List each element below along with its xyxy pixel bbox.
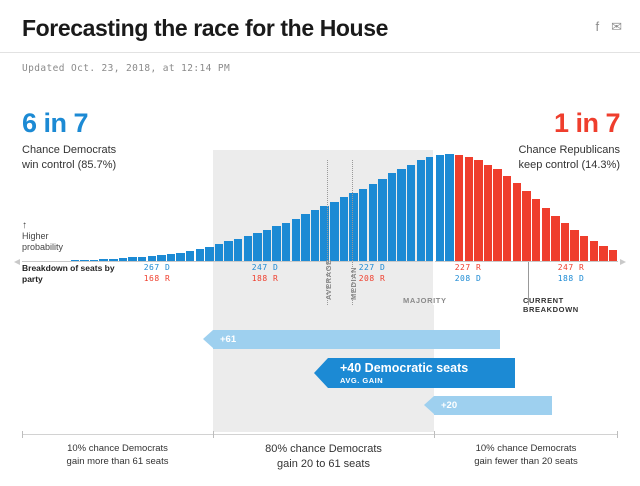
caption-mid-line2: gain 20 to 61 seats [277,458,370,470]
caption-left-line1: 10% chance Democrats [67,443,168,454]
histogram-bar [311,210,319,262]
average-gain-sublabel: AVG. GAIN [340,375,384,385]
histogram-bars [22,154,618,262]
range-arrow-left-icon [314,358,328,388]
page-title: Forecasting the race for the House [22,15,388,41]
histogram-bar [551,216,559,262]
tick-label [359,262,386,284]
democrat-odds-caption-line2: win control (85.7%) [22,159,117,171]
histogram-bar [215,244,223,262]
histogram-bar [292,219,300,262]
majority-line-label: MAJORITY [403,296,447,305]
histogram-bar [244,236,252,262]
tick-rep: 188 R [251,274,279,283]
histogram-bar [234,239,242,262]
twitter-icon[interactable]: ✉ [611,19,622,34]
caption-left [22,442,213,468]
histogram-bar [465,157,473,262]
y-axis-label-line2: probability [22,242,64,252]
tick-dem: 208 D [454,274,482,283]
bottom-axis [22,434,618,435]
tick-label [144,262,171,284]
distribution-chart [0,150,640,262]
facebook-icon[interactable]: f [595,19,600,34]
range-bar-20 [434,396,552,415]
histogram-bar [503,176,511,262]
histogram-bar [590,241,598,262]
range-61-label: +61 [220,334,237,345]
histogram-bar [532,199,540,262]
histogram-bar [378,179,386,262]
axis-tick [213,431,214,438]
histogram-bar [340,197,348,262]
democrat-odds-caption-line1: Chance Democrats [22,144,117,156]
tick-label [558,262,585,284]
histogram-bar [445,154,453,262]
histogram-bar [522,191,530,262]
y-axis-label-line1: Higher [22,231,49,241]
republican-odds: 1 in 7 [553,108,620,138]
histogram-bar [484,165,492,262]
tick-rep: 208 R [358,274,386,283]
tick-label [252,262,279,284]
histogram-bar [224,241,232,262]
histogram-bar [272,226,280,262]
social-links [595,20,622,33]
range-bar-61 [213,330,500,349]
breakdown-label-line1: Breakdown of seats by [22,263,115,273]
tick-rep: 227 R [454,263,482,272]
breakdown-label [22,263,142,285]
caption-right-line2: gain fewer than 20 seats [474,456,578,467]
tick-rep: 247 R [557,263,585,272]
header [0,0,640,53]
breakdown-label-line2: party [22,274,43,284]
histogram-bar [513,183,521,262]
range-20-label: +20 [441,400,458,411]
histogram-bar [253,233,261,262]
tick-dem: 267 D [143,263,171,272]
caption-mid-line1: 80% chance Democrats [265,443,382,455]
breakdown-row [0,262,640,292]
histogram-bar [599,246,607,262]
average-gain-label: +40 Democratic seats [340,360,469,375]
caption-right [434,442,618,468]
histogram-bar [407,165,415,262]
histogram-bar [436,155,444,262]
tick-dem: 247 D [251,263,279,272]
histogram-bar [388,173,396,262]
histogram-bar [205,247,213,262]
histogram-bar [301,214,309,262]
axis-tick [617,431,618,438]
average-line-label: AVERAGE [324,259,333,300]
caption-right-line1: 10% chance Democrats [475,443,577,454]
histogram-bar [282,223,290,262]
histogram-bar [330,202,338,262]
tick-dem: 188 D [557,274,585,283]
range-bar-average [328,358,515,388]
up-arrow-icon: ↑ [22,220,27,231]
caption-left-line2: gain more than 61 seats [66,456,169,467]
histogram-bar [417,160,425,262]
range-arrow-left-icon [424,396,434,414]
tick-rep: 168 R [143,274,171,283]
range-bars [0,330,640,430]
histogram-bar [359,189,367,262]
histogram-bar [397,169,405,262]
caption-mid [213,442,434,472]
current-breakdown-label-line2: BREAKDOWN [523,305,579,314]
histogram-bar [493,169,501,262]
republican-odds-caption-line1: Chance Republicans [518,144,620,156]
histogram-bar [542,208,550,262]
histogram-bar [455,155,463,262]
histogram-bar [369,184,377,262]
histogram-bar [561,223,569,262]
axis-tick [434,431,435,438]
democrat-odds: 6 in 7 [22,108,89,138]
median-line-label: MEDIAN [349,266,358,300]
histogram-bar [263,230,271,262]
current-breakdown-label-line1: CURRENT [523,296,564,305]
tick-dem: 227 D [358,263,386,272]
average-gain-text [328,361,468,386]
axis-tick [22,431,23,438]
histogram-bar [474,160,482,262]
range-fill [213,330,500,349]
histogram-bar [570,230,578,262]
updated-timestamp: Updated Oct. 23, 2018, at 12:14 PM [22,63,231,74]
range-arrow-left-icon [203,330,213,348]
tick-label [455,262,482,284]
histogram-bar [580,236,588,262]
republican-odds-caption-line2: keep control (14.3%) [518,159,620,171]
